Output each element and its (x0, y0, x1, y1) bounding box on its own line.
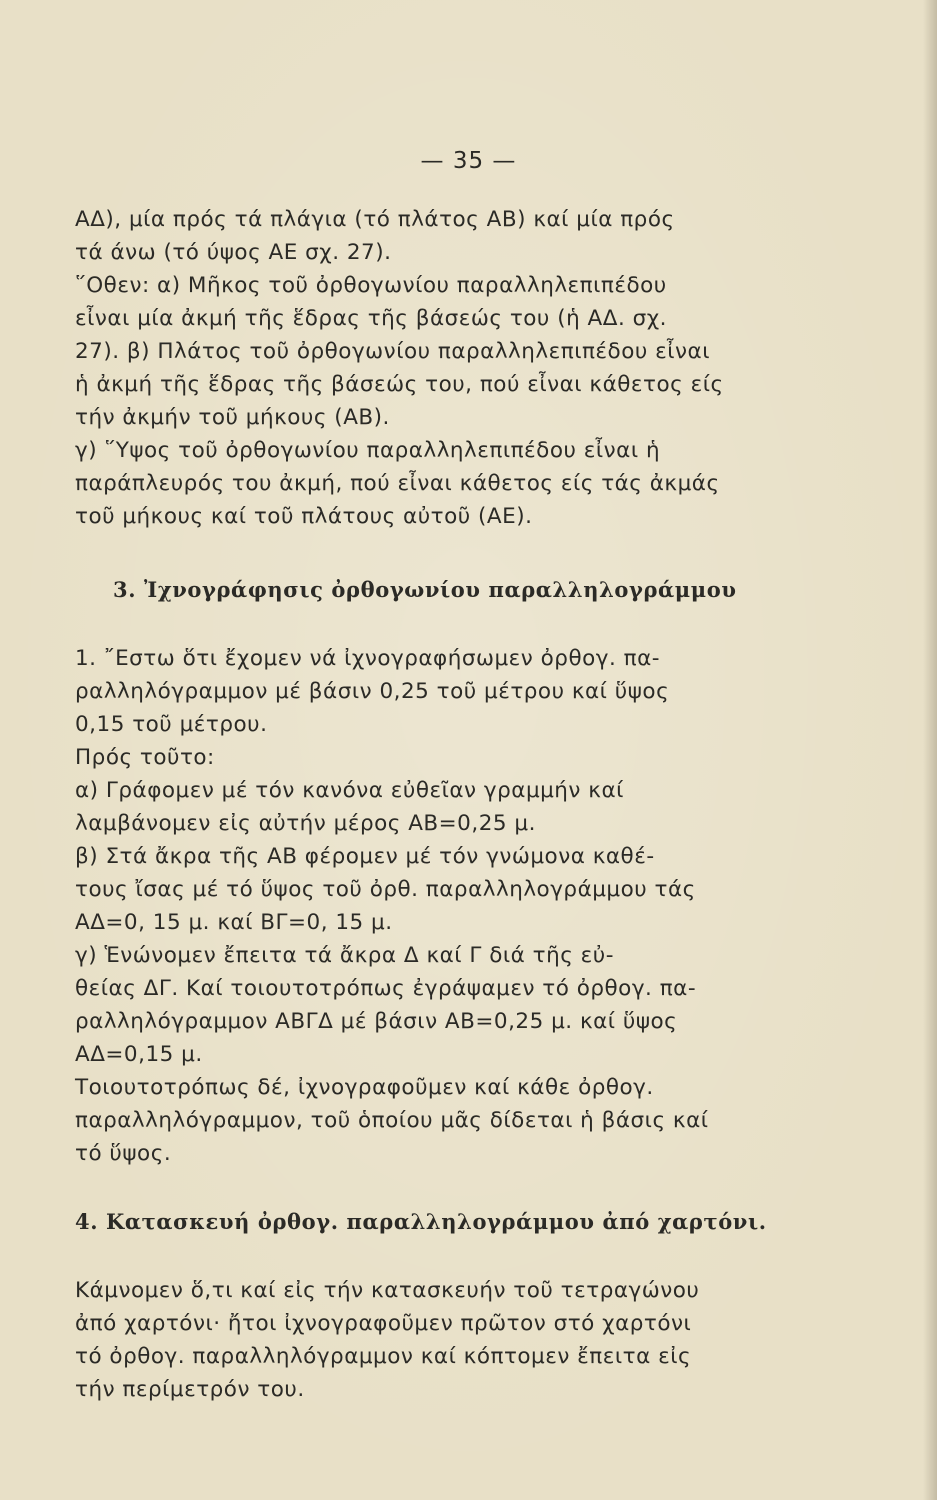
text-line: Τοιουτοτρόπως δέ, ἰχνογραφοῦμεν καί κάθε ὀρθογ. (75, 1075, 654, 1100)
text-line: ΑΔ), μία πρός τά πλάγια (τό πλάτος ΑΒ) καί μία πρός (75, 207, 675, 232)
text-line: τό ὕψος. (75, 1141, 172, 1166)
text-line: 1. ῎Εστω ὅτι ἔχομεν νά ἰχνογραφήσωμεν ὀρθογ. πα- (75, 646, 661, 671)
paragraph-block-3 (75, 1274, 817, 1406)
paragraph-block-1 (75, 203, 817, 533)
text-line: ῞Οθεν: α) Μῆκος τοῦ ὀρθογωνίου παραλληλεπιπέδου (75, 273, 667, 298)
section-heading-3: 3. Ἰχνογράφησις ὀρθογωνίου παραλληλογράμμου (113, 577, 737, 602)
text-line: ἀπό χαρτόνι· ἤτοι ἰχνογραφοῦμεν πρῶτον στό χαρτόνι (75, 1311, 692, 1336)
text-line: Κάμνομεν ὅ,τι καί εἰς τήν κατασκευήν τοῦ τετραγώνου (75, 1278, 700, 1303)
text-line: α) Γράφομεν μέ τόν κανόνα εὐθεῖαν γραμμήν καί (75, 778, 624, 803)
paragraph-block-2 (75, 642, 817, 1170)
section-heading-4: 4. Κατασκευή ὀρθογ. παραλληλογράμμου ἀπό χαρτόνι. (75, 1209, 767, 1234)
text-line: τήν ἀκμήν τοῦ μήκους (ΑΒ). (75, 405, 390, 430)
text-line: ΑΔ=0, 15 μ. καί ΒΓ=0, 15 μ. (75, 910, 393, 935)
text-line: Πρός τοῦτο: (75, 745, 215, 770)
text-line: τό ὀρθογ. παραλληλόγραμμον καί κόπτομεν ἔπειτα εἰς (75, 1344, 692, 1369)
text-line: ἡ ἀκμή τῆς ἕδρας τῆς βάσεώς του, πού εἶναι κάθετος είς (75, 372, 724, 397)
text-line: ραλληλόγραμμον ΑΒΓΔ μέ βάσιν ΑΒ=0,25 μ. καί ὕψος (75, 1009, 678, 1034)
text-line: 27). β) Πλάτος τοῦ ὀρθογωνίου παραλληλεπιπέδου εἶναι (75, 339, 710, 364)
text-line: παράπλευρός του ἀκμή, πού εἶναι κάθετος είς τάς ἀκμάς (75, 471, 720, 496)
text-line: τους ἴσας μέ τό ὕψος τοῦ ὀρθ. παραλληλογράμμου τάς (75, 877, 696, 902)
text-line: θείας ΔΓ. Καί τοιουτοτρόπως ἐγράψαμεν τό ὀρθογ. πα- (75, 976, 697, 1001)
text-line: γ) Ἑνώνομεν ἔπειτα τά ἄκρα Δ καί Γ διά τῆς εὐ- (75, 943, 614, 968)
text-line: εἶναι μία ἀκμή τῆς ἕδρας τῆς βάσεώς του (ἡ ΑΔ. σχ. (75, 306, 668, 331)
page-edge-shadow (923, 0, 937, 1500)
text-line: τά άνω (τό ύψος ΑΕ σχ. 27). (75, 240, 392, 265)
text-line: γ) ῞Υψος τοῦ ὀρθογωνίου παραλληλεπιπέδου εἶναι ἡ (75, 438, 661, 463)
text-line: β) Στά ἄκρα τῆς ΑΒ φέρομεν μέ τόν γνώμονα καθέ- (75, 844, 655, 869)
text-line: παραλληλόγραμμον, τοῦ ὁποίου μᾶς δίδεται ἡ βάσις καί (75, 1108, 709, 1133)
text-line: ραλληλόγραμμον μέ βάσιν 0,25 τοῦ μέτρου καί ὕψος (75, 679, 670, 704)
text-line: λαμβάνομεν εἰς αὐτήν μέρος ΑΒ=0,25 μ. (75, 811, 536, 836)
text-line: ΑΔ=0,15 μ. (75, 1042, 203, 1067)
page-number: — 35 — (420, 148, 517, 174)
text-line: τοῦ μήκους καί τοῦ πλάτους αὐτοῦ (ΑΕ). (75, 504, 533, 529)
text-line: τήν περίμετρόν του. (75, 1377, 305, 1402)
text-line: 0,15 τοῦ μέτρου. (75, 712, 268, 737)
